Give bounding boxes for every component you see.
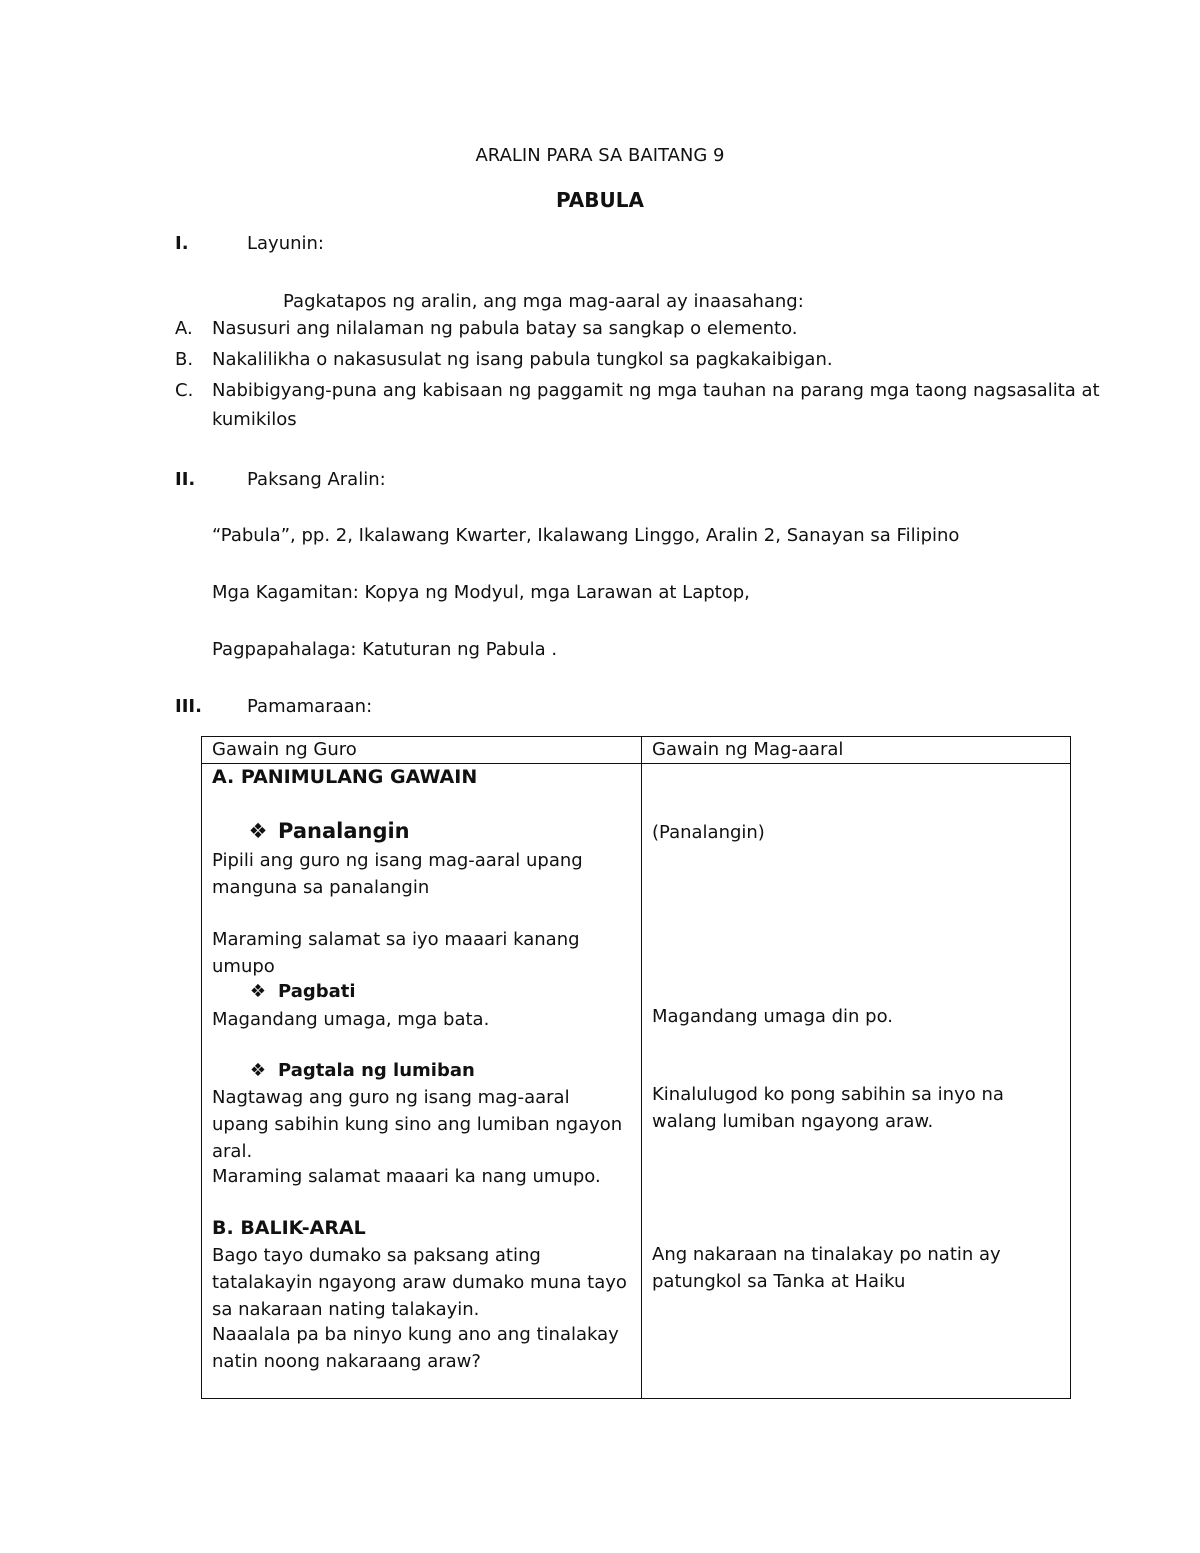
review-question: Naaalala pa ba ninyo kung ano ang tinalakay natin noong nakaraang araw? [212, 1324, 619, 1372]
greeting-title: Pagbati [278, 981, 356, 1002]
absence-heading [212, 1057, 631, 1084]
lesson-materials: Mga Kagamitan: Kopya ng Modyul, mga Larawan at Laptop, [212, 582, 750, 603]
table-row [202, 764, 1071, 1399]
student-greeting: Magandang umaga din po. [652, 1006, 893, 1027]
prayer-heading [212, 818, 631, 845]
objective-text-c-cont: kumikilos [212, 409, 297, 430]
greeting-heading [212, 978, 631, 1005]
objectives-intro: Pagkatapos ng aralin, ang mga mag-aaral ay inaasahang: [283, 291, 804, 312]
absence-text: Nagtawag ang guro ng isang mag-aaral upang sabihin kung sino ang lumiban ngayon aral. [212, 1087, 623, 1162]
objective-text-b: Nakalilikha o nakasusulat ng isang pabula tungkol sa pagkakaibigan. [212, 349, 833, 370]
table-header-row [202, 737, 1071, 764]
section-3-numeral: III. [175, 696, 202, 717]
section-1-label: Layunin: [247, 233, 325, 254]
part-b-heading: B. BALIK-ARAL [212, 1217, 366, 1239]
student-absence: Kinalulugod ko pong sabihin sa inyo na walang lumiban ngayong araw. [652, 1084, 1004, 1132]
section-3-label: Pamamaraan: [247, 696, 373, 717]
student-prayer: (Panalangin) [652, 822, 765, 843]
prayer-thanks: Maraming salamat sa iyo maaari kanang umupo [212, 929, 580, 977]
star-bullet-icon: ❖ [249, 981, 267, 1002]
header-teacher: Gawain ng Guro [202, 737, 642, 764]
prayer-title: Panalangin [278, 819, 410, 843]
objective-letter-a: A. [175, 318, 193, 339]
review-text: Bago tayo dumako sa paksang ating tatalakayin ngayong araw dumako muna tayo sa nakaraan nating talakayin. [212, 1245, 627, 1320]
prayer-text: Pipili ang guro ng isang mag-aaral upang manguna sa panalangin [212, 850, 583, 898]
star-bullet-icon: ❖ [249, 1060, 267, 1081]
absence-thanks: Maraming salamat maaari ka nang umupo. [212, 1166, 601, 1187]
document-title: ARALIN PARA SA BAITANG 9 [475, 145, 725, 166]
lesson-reference: “Pabula”, pp. 2, Ikalawang Kwarter, Ikalawang Linggo, Aralin 2, Sanayan sa Filipino [212, 525, 960, 546]
procedure-table [201, 736, 1071, 1399]
objective-text-a: Nasusuri ang nilalaman ng pabula batay sa sangkap o elemento. [212, 318, 798, 339]
document-subtitle: PABULA [555, 188, 644, 212]
section-1-numeral: I. [175, 233, 189, 254]
student-cell [642, 764, 1071, 1399]
section-2-numeral: II. [175, 469, 196, 490]
part-a-heading: A. PANIMULANG GAWAIN [212, 766, 478, 788]
teacher-cell [202, 764, 642, 1399]
student-review: Ang nakaraan na tinalakay po natin ay patungkol sa Tanka at Haiku [652, 1244, 1001, 1292]
diamond-bullet-icon: ❖ [248, 819, 268, 843]
objective-letter-b: B. [175, 349, 194, 370]
lesson-values: Pagpapahalaga: Katuturan ng Pabula . [212, 639, 558, 660]
objective-letter-c: C. [175, 380, 194, 401]
greeting-text: Magandang umaga, mga bata. [212, 1009, 490, 1030]
section-2-label: Paksang Aralin: [247, 469, 386, 490]
header-student: Gawain ng Mag-aaral [642, 737, 1071, 764]
absence-title: Pagtala ng lumiban [278, 1060, 475, 1081]
objective-text-c: Nabibigyang-puna ang kabisaan ng paggamit ng mga tauhan na parang mga taong nagsasalita at [212, 380, 1100, 401]
